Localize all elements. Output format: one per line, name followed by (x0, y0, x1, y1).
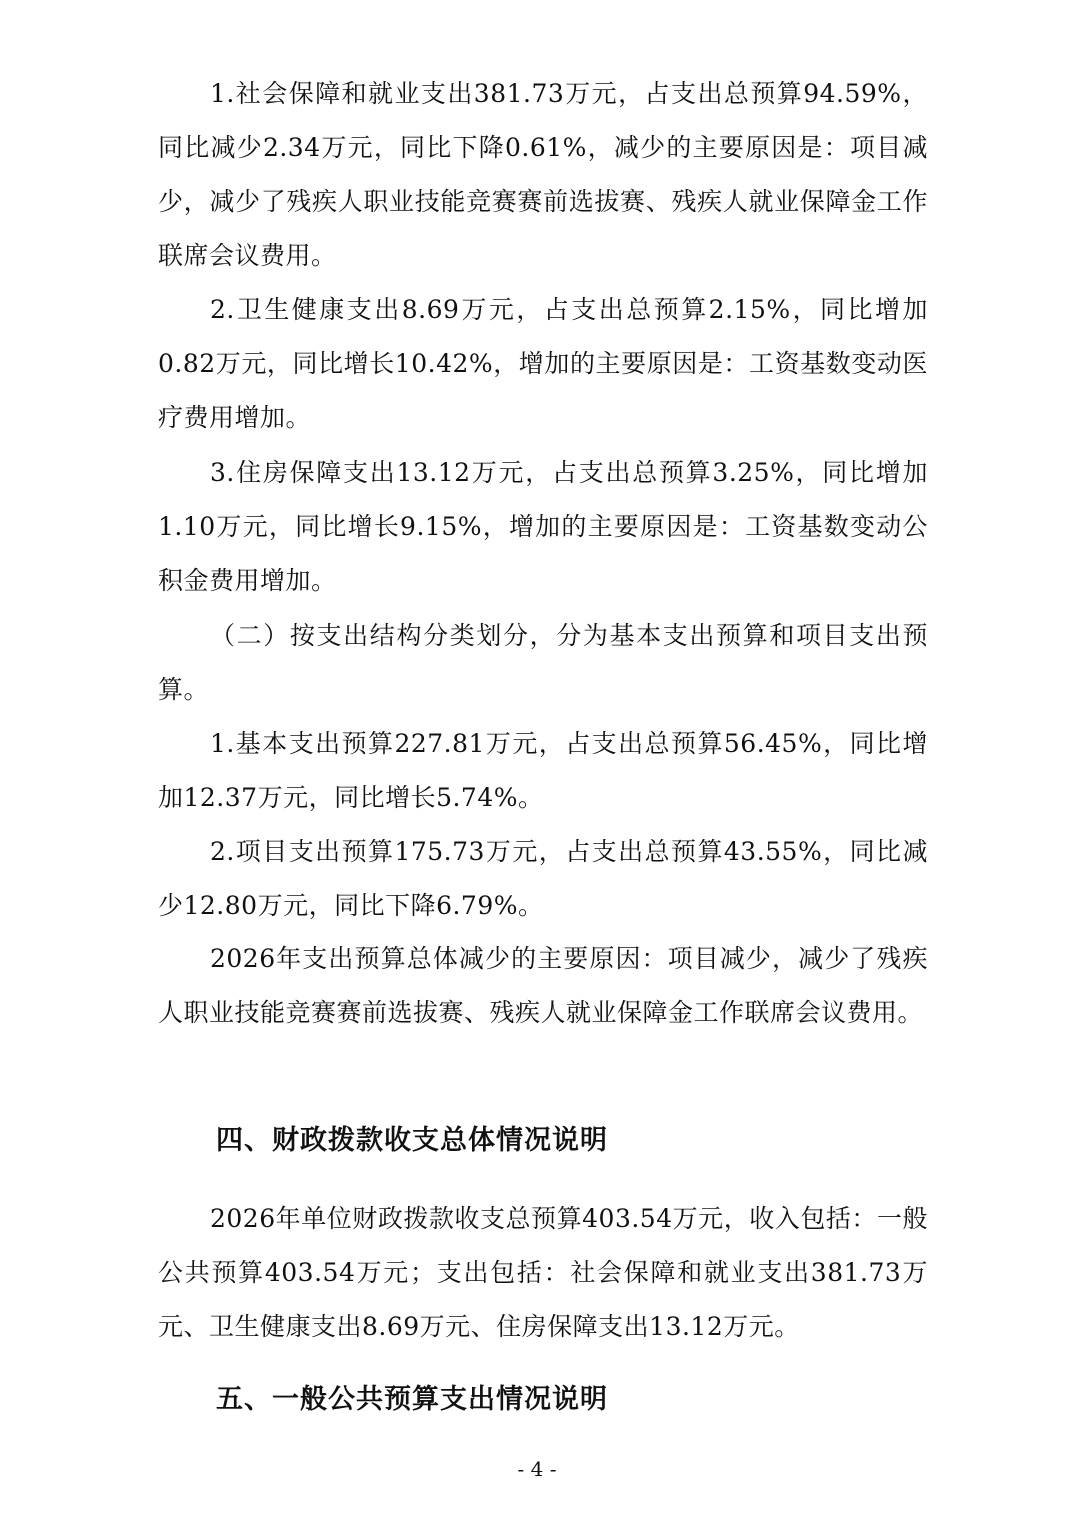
paragraph-social-security-expense: 1.社会保障和就业支出381.73万元，占支出总预算94.59%，同比减少2.34万元，同比下降0.61%，减少的主要原因是：项目减少，减少了残疾人职业技能竞赛赛前选拔赛、残疾人就业保障金工作联席会议费用。 (158, 79, 928, 270)
paragraph-basic-expense: 1.基本支出预算227.81万元，占支出总预算56.45%，同比增加12.37万元，同比增长5.74%。 (158, 729, 928, 812)
paragraph-expense-structure: （二）按支出结构分类划分，分为基本支出预算和项目支出预算。 (158, 621, 928, 704)
paragraph-health-expense: 2.卫生健康支出8.69万元，占支出总预算2.15%，同比增加0.82万元，同比增长10.42%，增加的主要原因是：工资基数变动医疗费用增加。 (158, 295, 928, 432)
paragraph-project-expense: 2.项目支出预算175.73万元，占支出总预算43.55%，同比减少12.80万元，同比下降6.79%。 (158, 837, 928, 920)
page-number: - 4 - (517, 1457, 557, 1481)
paragraph-fiscal-overview: 2026年单位财政拨款收支总预算403.54万元，收入包括：一般公共预算403.54万元；支出包括：社会保障和就业支出381.73万元、卫生健康支出8.69万元、住房保障支出13.12万元。 (158, 1204, 928, 1341)
section-heading-fiscal-overview: 四、财政拨款收支总体情况说明 (216, 1125, 608, 1156)
section-heading-general-budget: 五、一般公共预算支出情况说明 (216, 1384, 608, 1415)
paragraph-housing-expense: 3.住房保障支出13.12万元，占支出总预算3.25%，同比增加1.10万元，同比增长9.15%，增加的主要原因是：工资基数变动公积金费用增加。 (158, 458, 928, 595)
paragraph-decrease-reason: 2026年支出预算总体减少的主要原因：项目减少，减少了残疾人职业技能竞赛赛前选拔赛、残疾人就业保障金工作联席会议费用。 (158, 944, 928, 1027)
